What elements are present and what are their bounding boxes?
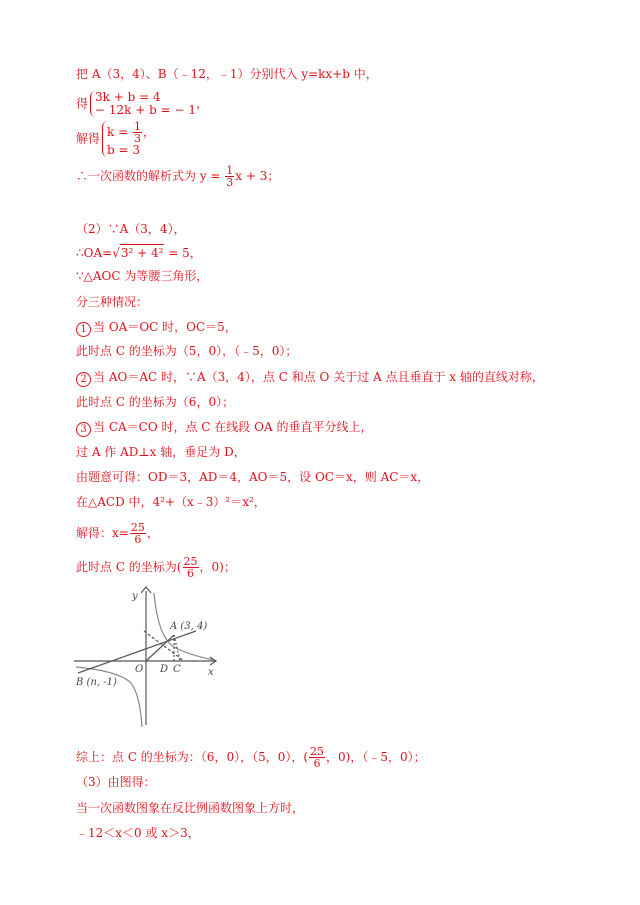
case-2-mark: 2 xyxy=(76,372,91,387)
part3-header: （3）由图得： xyxy=(76,775,156,789)
segment-oa xyxy=(146,635,174,661)
point-c-label: C xyxy=(173,664,181,675)
case-3-mark: 3 xyxy=(76,422,91,437)
origin-label: O xyxy=(135,664,144,675)
x-axis-label: x xyxy=(208,667,214,678)
brace-system: 3k + b = 4 − 12k + b = − 1 xyxy=(90,91,196,117)
function-graph xyxy=(74,585,219,730)
part2-header: （2）∵A（3，4）， xyxy=(76,222,186,236)
three-cases-note: 分三种情况： xyxy=(76,295,149,309)
brace-solution: k = $\frac{1}{3}$ ， b = 3 xyxy=(102,121,155,157)
isosceles-note: ∵△AOC 为等腰三角形， xyxy=(76,269,209,283)
equation-system: 得 3k + b = 4 − 12k + b = − 1 ， xyxy=(76,90,208,117)
point-b-label: B (n, -1) xyxy=(76,677,117,688)
oa-length: ∴OA=√3² + 4² = 5， xyxy=(76,246,202,260)
case-3-result: 此时点 C 的坐标为( $\frac{25}{6}$ ，0)； xyxy=(76,555,236,580)
linear-function-result: ∴一次函数的解析式为 y = $\frac{1}{3}$ x + 3； xyxy=(76,164,280,189)
part3-condition: 当一次函数图象在反比例函数图象上方时， xyxy=(76,801,305,815)
case-3-step-c: 在△ACD 中，4²+（x﹣3）²＝x²， xyxy=(76,495,266,509)
case-3-step-a: 过 A 作 AD⊥x 轴，垂足为 D， xyxy=(76,445,246,459)
point-d-label: D xyxy=(160,664,169,675)
case-1-result: 此时点 C 的坐标为（5，0），（﹣5，0）； xyxy=(76,344,298,358)
case-3-step-b: 由题意可得：OD＝3，AD＝4，AO＝5，设 OC＝x，则 AC＝x， xyxy=(76,470,430,484)
case-3-solve: 解得：x= $\frac{25}{6}$ ， xyxy=(76,521,159,546)
hyperbola-branch-2 xyxy=(76,667,142,727)
solution-system: 解得 k = $\frac{1}{3}$ ， b = 3 xyxy=(76,120,155,157)
summary-line: 综上：点 C 的坐标为：（6，0），（5，0），( $\frac{25}{6}$ ，0)，（﹣5，0）； xyxy=(76,745,426,770)
point-a-label: A (3, 4) xyxy=(170,621,208,632)
part3-answer: ﹣12＜x＜0 或 x＞3， xyxy=(76,826,200,840)
case-1-mark: 1 xyxy=(76,322,91,337)
sub-line-1: 把 A（3，4）、B（﹣12，﹣1）分别代入 y=kx+b 中， xyxy=(76,67,378,81)
case-1: 1 当 OA＝OC 时，OC＝5， xyxy=(76,319,237,337)
case-2: 2 当 AO＝AC 时，∵A（3，4），点 C 和点 O 关于过 A 点且垂直于 x 轴的直线对称， xyxy=(76,369,544,387)
y-axis-label: y xyxy=(132,591,138,602)
case-3: 3 当 CA＝CO 时，点 C 在线段 OA 的垂直平分线上， xyxy=(76,419,372,437)
case-2-result: 此时点 C 的坐标为（6，0）； xyxy=(76,395,235,409)
